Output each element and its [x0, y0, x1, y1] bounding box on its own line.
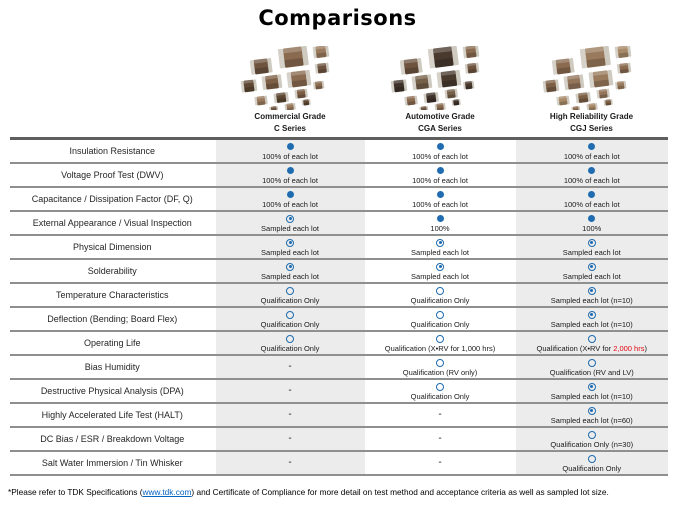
full-lot-dot-icon	[287, 191, 294, 198]
qualification-circle-icon	[588, 455, 596, 463]
qualification-circle-icon	[286, 335, 294, 343]
cell-cga-series	[365, 187, 515, 211]
qualification-circle-icon	[286, 311, 294, 319]
table-row	[10, 307, 668, 331]
grade-label: Commercial Grade	[254, 112, 326, 121]
row-label: Destructive Physical Analysis (DPA)	[10, 379, 215, 403]
cell-c-series	[215, 379, 365, 403]
dash-mark: -	[438, 409, 442, 420]
footnote-suffix: ) and Certificate of Compliance for more detail on test method and acceptance criteria as well as sampled lot size.	[191, 487, 609, 497]
cell-text: Sampled each lot	[261, 224, 319, 233]
sampled-lot-circled-dot-icon	[588, 263, 596, 271]
column-header-cgj-series	[515, 38, 668, 134]
cell-text: Qualification (X•RV for 1,000 hrs)	[384, 344, 496, 353]
cell-text: Sampled each lot	[411, 272, 469, 281]
full-lot-dot-icon	[287, 167, 294, 174]
cell-text: 100% of each lot	[563, 152, 620, 161]
sampled-lot-circled-dot-icon	[286, 263, 294, 271]
cell-cgj-series	[515, 235, 668, 259]
cell-text: Qualification Only	[410, 296, 470, 305]
sampled-lot-circled-dot-icon	[588, 287, 596, 295]
cell-cgj-series	[515, 163, 668, 187]
table-row	[10, 163, 668, 187]
cell-text: 100% of each lot	[563, 200, 620, 209]
table-row	[10, 331, 668, 355]
sampled-lot-circled-dot-icon	[588, 311, 596, 319]
cell-cgj-series	[515, 331, 668, 355]
footnote-prefix: *Please refer to TDK Specifications (	[8, 487, 143, 497]
cell-c-series	[215, 331, 365, 355]
dash-mark: -	[288, 385, 292, 396]
cell-text: 100% of each lot	[563, 176, 620, 185]
cell-c-series	[215, 187, 365, 211]
full-lot-dot-icon	[287, 143, 294, 150]
cell-c-series	[215, 355, 365, 379]
qualification-circle-icon	[588, 359, 596, 367]
qualification-circle-icon	[286, 287, 294, 295]
cell-text: 100% of each lot	[412, 200, 468, 209]
cell-text: Sampled each lot (n=60)	[550, 416, 633, 425]
cell-cga-series	[365, 163, 515, 187]
table-row	[10, 139, 668, 164]
cell-c-series	[215, 259, 365, 283]
dash-mark: -	[288, 361, 292, 372]
cell-c-series	[215, 139, 365, 164]
cell-text: Qualification Only	[410, 392, 470, 401]
row-label: Salt Water Immersion / Tin Whisker	[10, 451, 215, 475]
cell-text: Sampled each lot	[562, 272, 621, 281]
cell-c-series	[215, 163, 365, 187]
table-row	[10, 355, 668, 379]
cell-cga-series	[365, 403, 515, 427]
cell-c-series	[215, 211, 365, 235]
qualification-circle-icon	[588, 431, 596, 439]
cell-cga-series	[365, 379, 515, 403]
cell-text: Qualification (RV and LV)	[549, 368, 634, 377]
cell-text: 100% of each lot	[262, 152, 318, 161]
table-row	[10, 211, 668, 235]
cell-text: 100% of each lot	[262, 176, 318, 185]
cell-text: 100% of each lot	[412, 152, 468, 161]
cell-text: Qualification Only	[260, 320, 320, 329]
row-label: Operating Life	[10, 331, 215, 355]
highlighted-text: 2,000 hrs	[613, 344, 645, 353]
row-label: Physical Dimension	[10, 235, 215, 259]
series-label: C Series	[273, 124, 307, 133]
cell-text: Sampled each lot (n=10)	[550, 320, 633, 329]
cell-cgj-series	[515, 283, 668, 307]
cell-text: Qualification Only	[410, 320, 470, 329]
cell-text: Qualification (RV only)	[402, 368, 478, 377]
comparison-table	[10, 137, 668, 476]
qualification-circle-icon	[436, 335, 444, 343]
cell-cgj-series	[515, 355, 668, 379]
column-header-cga-series	[365, 38, 515, 134]
cell-cga-series	[365, 259, 515, 283]
cell-cgj-series	[515, 451, 668, 475]
qualification-circle-icon	[436, 359, 444, 367]
table-row	[10, 283, 668, 307]
cell-cgj-series	[515, 259, 668, 283]
dash-mark: -	[438, 457, 442, 468]
cell-cgj-series	[515, 427, 668, 451]
full-lot-dot-icon	[437, 167, 444, 174]
cell-text: Qualification (X•RV for 2,000 hrs)	[536, 344, 647, 353]
footnote	[8, 487, 672, 497]
cell-cgj-series	[515, 307, 668, 331]
dash-mark: -	[288, 433, 292, 444]
full-lot-dot-icon	[588, 143, 595, 150]
cell-text: Qualification Only (n=30)	[550, 440, 634, 449]
cell-text: 100%	[430, 224, 450, 233]
cga-series-capacitors-image	[386, 46, 494, 110]
cell-cgj-series	[515, 379, 668, 403]
cell-cga-series	[365, 235, 515, 259]
cell-cga-series	[365, 331, 515, 355]
cell-text: Sampled each lot	[261, 272, 319, 281]
cell-text: 100%	[582, 224, 602, 233]
sampled-lot-circled-dot-icon	[286, 215, 294, 223]
row-label: External Appearance / Visual Inspection	[10, 211, 215, 235]
table-row	[10, 235, 668, 259]
row-label: Solderability	[10, 259, 215, 283]
c-series-capacitors-image	[236, 46, 344, 110]
table-row	[10, 403, 668, 427]
cell-text: Sampled each lot	[562, 248, 621, 257]
table-row	[10, 187, 668, 211]
row-label: Temperature Characteristics	[10, 283, 215, 307]
page-title: Comparisons	[258, 6, 417, 30]
cell-cga-series	[365, 307, 515, 331]
cell-text: Sampled each lot	[411, 248, 469, 257]
sampled-lot-circled-dot-icon	[588, 407, 596, 415]
row-label: Bias Humidity	[10, 355, 215, 379]
full-lot-dot-icon	[437, 191, 444, 198]
sampled-lot-circled-dot-icon	[436, 239, 444, 247]
row-label: Deflection (Bending; Board Flex)	[10, 307, 215, 331]
cell-text: Qualification Only	[260, 344, 320, 353]
cell-text: 100% of each lot	[412, 176, 468, 185]
qualification-circle-icon	[436, 383, 444, 391]
sampled-lot-circled-dot-icon	[588, 383, 596, 391]
table-row	[10, 379, 668, 403]
header-spacer	[10, 38, 215, 134]
grade-label: High Reliability Grade	[549, 112, 634, 121]
cell-text: Sampled each lot (n=10)	[550, 392, 633, 401]
cell-cgj-series	[515, 187, 668, 211]
qualification-circle-icon	[436, 287, 444, 295]
tdk-website-link[interactable]: www.tdk.com	[142, 487, 192, 497]
full-lot-dot-icon	[437, 143, 444, 150]
row-label: Capacitance / Dissipation Factor (DF, Q)	[10, 187, 215, 211]
full-lot-dot-icon	[588, 215, 595, 222]
dash-mark: -	[288, 409, 292, 420]
row-label: Voltage Proof Test (DWV)	[10, 163, 215, 187]
cell-cga-series	[365, 427, 515, 451]
row-label: Highly Accelerated Life Test (HALT)	[10, 403, 215, 427]
cell-c-series	[215, 403, 365, 427]
qualification-circle-icon	[588, 335, 596, 343]
cell-cgj-series	[515, 139, 668, 164]
cell-text: Sampled each lot (n=10)	[550, 296, 633, 305]
cell-cga-series	[365, 451, 515, 475]
cell-cga-series	[365, 283, 515, 307]
row-label: Insulation Resistance	[10, 139, 215, 164]
column-header-c-series	[215, 38, 365, 134]
series-label: CGJ Series	[570, 124, 613, 133]
cell-c-series	[215, 427, 365, 451]
cell-cgj-series	[515, 403, 668, 427]
sampled-lot-circled-dot-icon	[286, 239, 294, 247]
cell-text: Qualification Only	[260, 296, 320, 305]
dash-mark: -	[288, 457, 292, 468]
row-label: DC Bias / ESR / Breakdown Voltage	[10, 427, 215, 451]
cell-text: Sampled each lot	[261, 248, 319, 257]
grade-label: Automotive Grade	[405, 112, 475, 121]
sampled-lot-circled-dot-icon	[588, 239, 596, 247]
table-row	[10, 259, 668, 283]
table-row	[10, 451, 668, 475]
cgj-series-capacitors-image	[538, 46, 646, 110]
sampled-lot-circled-dot-icon	[436, 263, 444, 271]
column-headers	[10, 38, 668, 134]
dash-mark: -	[438, 433, 442, 444]
table-row	[10, 427, 668, 451]
full-lot-dot-icon	[437, 215, 444, 222]
cell-cga-series	[365, 211, 515, 235]
qualification-circle-icon	[436, 311, 444, 319]
cell-cgj-series	[515, 211, 668, 235]
cell-text: 100% of each lot	[262, 200, 318, 209]
full-lot-dot-icon	[588, 191, 595, 198]
cell-c-series	[215, 451, 365, 475]
cell-cga-series	[365, 139, 515, 164]
series-label: CGA Series	[418, 124, 462, 133]
cell-c-series	[215, 235, 365, 259]
cell-cga-series	[365, 355, 515, 379]
full-lot-dot-icon	[588, 167, 595, 174]
cell-text: Qualification Only	[562, 464, 622, 473]
cell-c-series	[215, 307, 365, 331]
cell-c-series	[215, 283, 365, 307]
